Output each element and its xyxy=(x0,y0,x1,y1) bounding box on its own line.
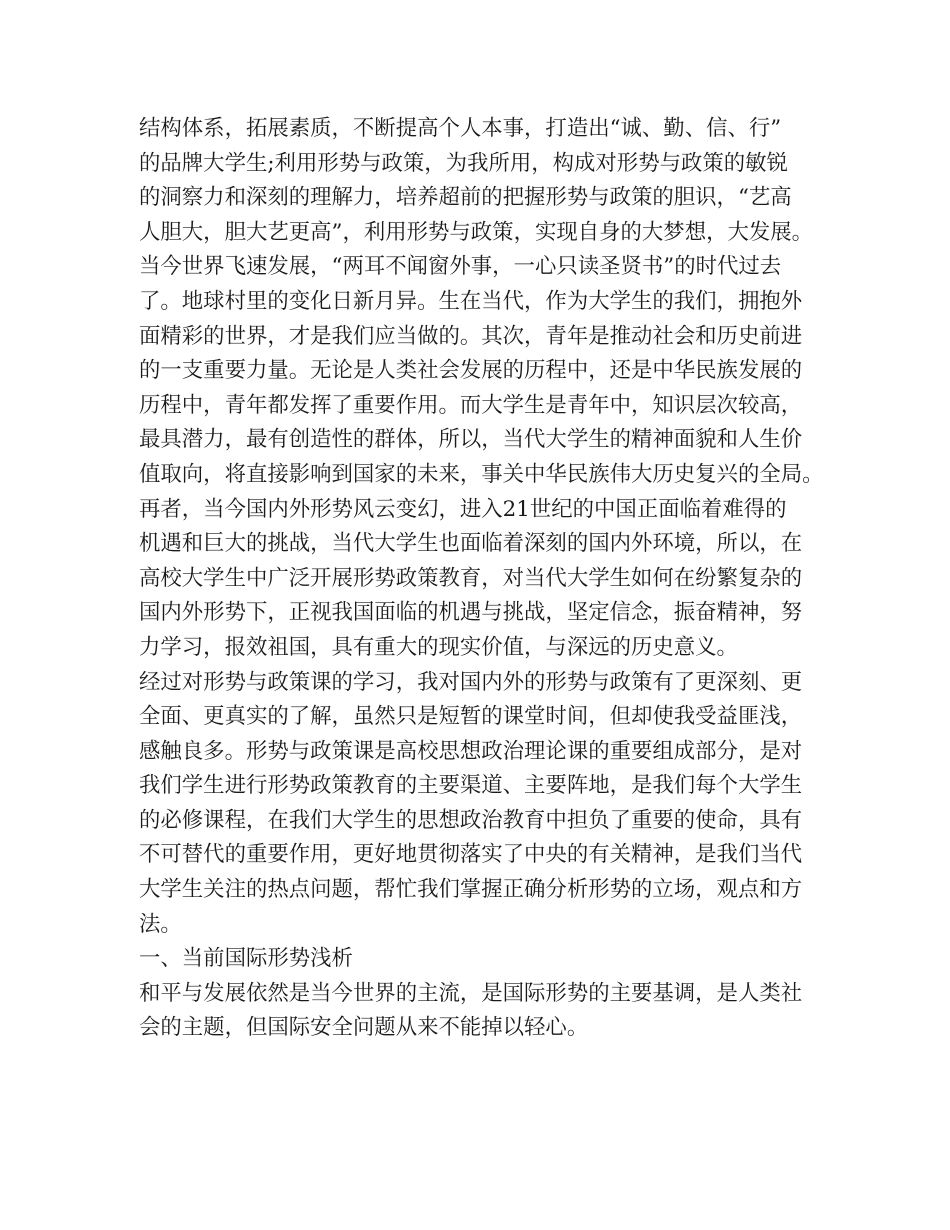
text-line-10: 最具潜力，最有创造性的群体，所以，当代大学生的精神面貌和人生价 xyxy=(139,427,803,453)
text-line-13: 机遇和巨大的挑战，当代大学生也面临着深刻的国内外环境，所以，在 xyxy=(139,531,803,557)
text-line-3: 的洞察力和深刻的理解力，培养超前的把握形势与政策的胆识，“艺高 xyxy=(139,185,792,211)
text-line-19: 感触良多。形势与政策课是高校思想政治理论课的重要组成部分，是对 xyxy=(139,738,803,764)
text-line-8: 的一支重要力量。无论是人类社会发展的历程中，还是中华民族发展的 xyxy=(139,358,803,384)
text-line-1: 结构体系，拓展素质，不断提高个人本事，打造出“诚、勤、信、行” xyxy=(139,116,782,141)
text-line-17: 经过对形势与政策课的学习，我对国内外的形势与政策有了更深刻、更 xyxy=(139,669,803,695)
text-line-18: 全面、更真实的了解，虽然只是短暂的课堂时间，但却使我受益匪浅， xyxy=(139,704,803,730)
section-heading: 一、当前国际形势浅析 xyxy=(139,946,353,972)
text-line-4: 人胆大，胆大艺更高”，利用形势与政策，实现自身的大梦想，大发展。 xyxy=(139,219,814,245)
text-line-11: 值取向，将直接影响到国家的未来，事关中华民族伟大历史复兴的全局。 xyxy=(139,461,824,487)
document-body xyxy=(139,112,829,1046)
text-line-5: 当今世界飞速发展，“两耳不闻窗外事，一心只读圣贤书”的时代过去 xyxy=(139,254,782,280)
text-line-20: 我们学生进行形势政策教育的主要渠道、主要阵地，是我们每个大学生 xyxy=(139,773,803,799)
text-line-2: 的品牌大学生;利用形势与政策，为我所用，构成对形势与政策的敏锐 xyxy=(139,150,788,176)
text-line-14: 高校大学生中广泛开展形势政策教育，对当代大学生如何在纷繁复杂的 xyxy=(139,565,803,591)
text-line-24: 法。 xyxy=(139,911,182,937)
text-line-9: 历程中，青年都发挥了重要作用。而大学生是青年中，知识层次较高， xyxy=(139,392,803,418)
text-line-16: 力学习，报效祖国，具有重大的现实价值，与深远的历史意义。 xyxy=(139,634,738,660)
text-line-21: 的必修课程，在我们大学生的思想政治教育中担负了重要的使命，具有 xyxy=(139,807,803,833)
text-line-22: 不可替代的重要作用，更好地贯彻落实了中央的有关精神，是我们当代 xyxy=(139,842,803,868)
text-line-23: 大学生关注的热点问题，帮忙我们掌握正确分析形势的立场，观点和方 xyxy=(139,877,803,903)
text-line-27: 会的主题，但国际安全问题从来不能掉以轻心。 xyxy=(139,1015,589,1041)
text-line-12: 再者，当今国内外形势风云变幻，进入21世纪的中国正面临着难得的 xyxy=(139,496,787,522)
text-line-6: 了。地球村里的变化日新月异。生在当代，作为大学生的我们，拥抱外 xyxy=(139,288,803,314)
text-line-26: 和平与发展依然是当今世界的主流，是国际形势的主要基调，是人类社 xyxy=(139,980,803,1006)
text-line-15: 国内外形势下，正视我国面临的机遇与挑战，坚定信念，振奋精神，努 xyxy=(139,600,803,626)
text-line-7: 面精彩的世界，才是我们应当做的。其次，青年是推动社会和历史前进 xyxy=(139,323,803,349)
